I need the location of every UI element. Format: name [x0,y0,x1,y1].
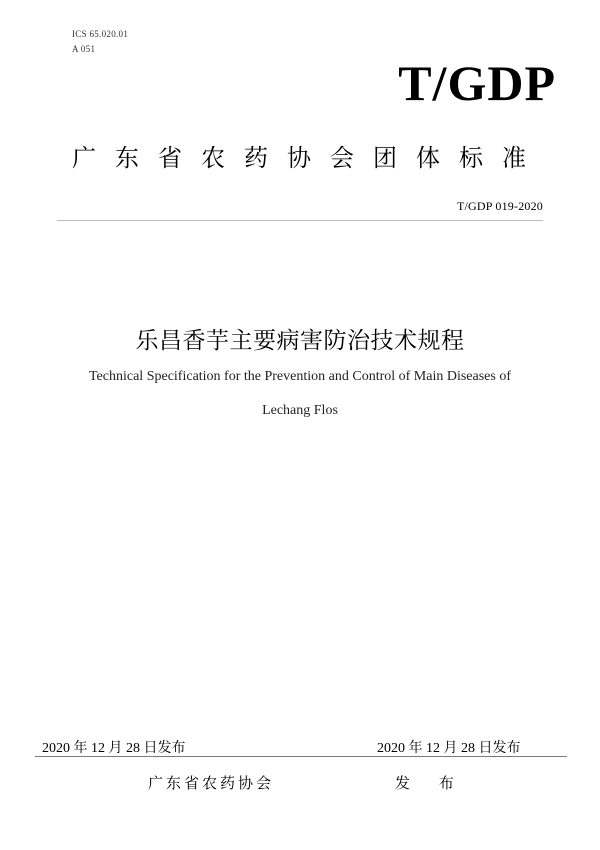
document-title-chinese: 乐昌香芋主要病害防治技术规程 [135,328,465,354]
standard-brand: T/GDP [398,55,556,111]
issue-date: 2020 年 12 月 28 日发布 [42,741,186,756]
header-divider [57,220,543,221]
document-title-english-line2: Lechang Flos [262,403,338,418]
ccs-code: A 051 [72,44,96,54]
standard-number: T/GDP 019-2020 [456,199,543,213]
ics-code: ICS 65.020.01 [72,29,129,39]
implementation-date: 2020 年 12 月 28 日发布 [377,741,521,756]
publisher-name: 广东省农药协会 [148,774,275,792]
footer-divider [35,756,567,757]
document-title-english-line1: Technical Specification for the Prevention and Control of Main Diseases of [88,369,511,384]
publish-label: 发 布 [395,774,466,792]
association-standard-title: 广东省农药协会团体标准 [72,144,545,172]
